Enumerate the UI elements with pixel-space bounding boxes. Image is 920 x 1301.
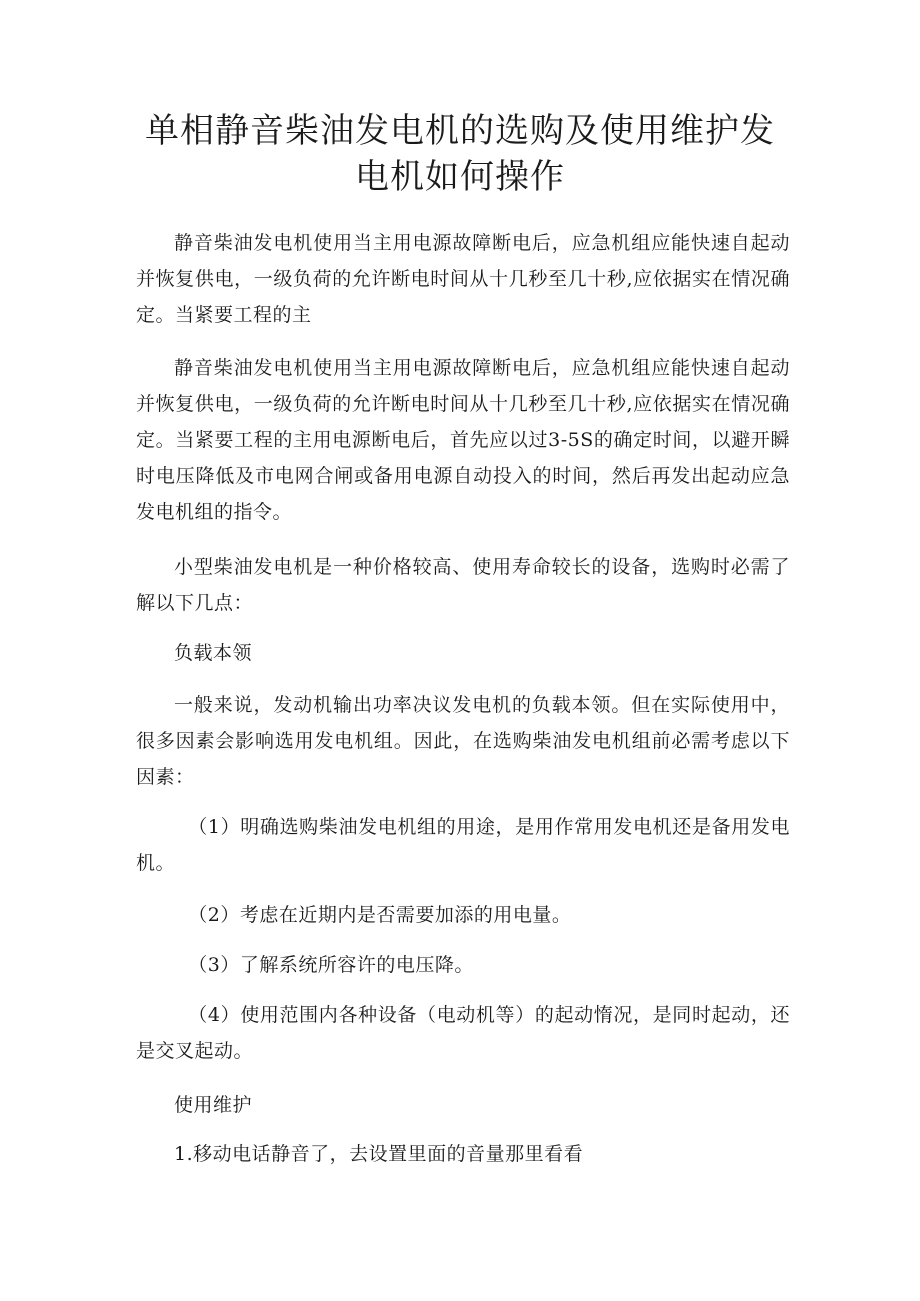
list-item-2: （2）考虑在近期内是否需要加添的用电量。 xyxy=(188,904,572,926)
paragraph-intro-truncated: 静音柴油发电机使用当主用电源故障断电后，应急机组应能快速自起动并恢复供电，一级负荷的允许断电时间从十几秒至几十秒,应依据实在情况确定。当紧要工程的主 xyxy=(136,232,790,326)
paragraph-usage-1: 1.移动电话静音了，去设置里面的音量那里看看 xyxy=(174,1143,584,1165)
document-title: 单相静音柴油发电机的选购及使用维护发电机如何操作 xyxy=(145,111,775,197)
paragraph-load-capacity: 一般来说，发动机输出功率决议发电机的负载本领。但在实际使用中，很多因素会影响选用发电机组。因此，在选购柴油发电机组前必需考虑以下因素： xyxy=(136,694,790,788)
list-item-4: （4）使用范围内各种设备（电动机等）的起动惰况，是同时起动，还是交叉起动。 xyxy=(136,1004,790,1062)
paragraph-intro-full: 静音柴油发电机使用当主用电源故障断电后，应急机组应能快速自起动并恢复供电，一级负荷的允许断电时间从十几秒至几十秒,应依据实在情况确定。当紧要工程的主用电源断电后，首先应以过3-5S的确定时间，以避开瞬时电压降低及市电网合闸或备用电源自动投入的时间，然后再发出起动应急发电机组的指令。 xyxy=(136,357,790,523)
paragraph-purchase-notes: 小型柴油发电机是一种价格较高、使用寿命较长的设备，选购时必需了解以下几点： xyxy=(136,556,790,614)
section-heading-usage-maintenance: 使用维护 xyxy=(174,1094,253,1116)
section-heading-load-capacity: 负载本领 xyxy=(174,642,253,664)
list-item-1: （1）明确选购柴油发电机组的用途，是用作常用发电机还是备用发电机。 xyxy=(136,816,790,874)
list-item-3: （3）了解系统所容许的电压降。 xyxy=(188,954,474,976)
